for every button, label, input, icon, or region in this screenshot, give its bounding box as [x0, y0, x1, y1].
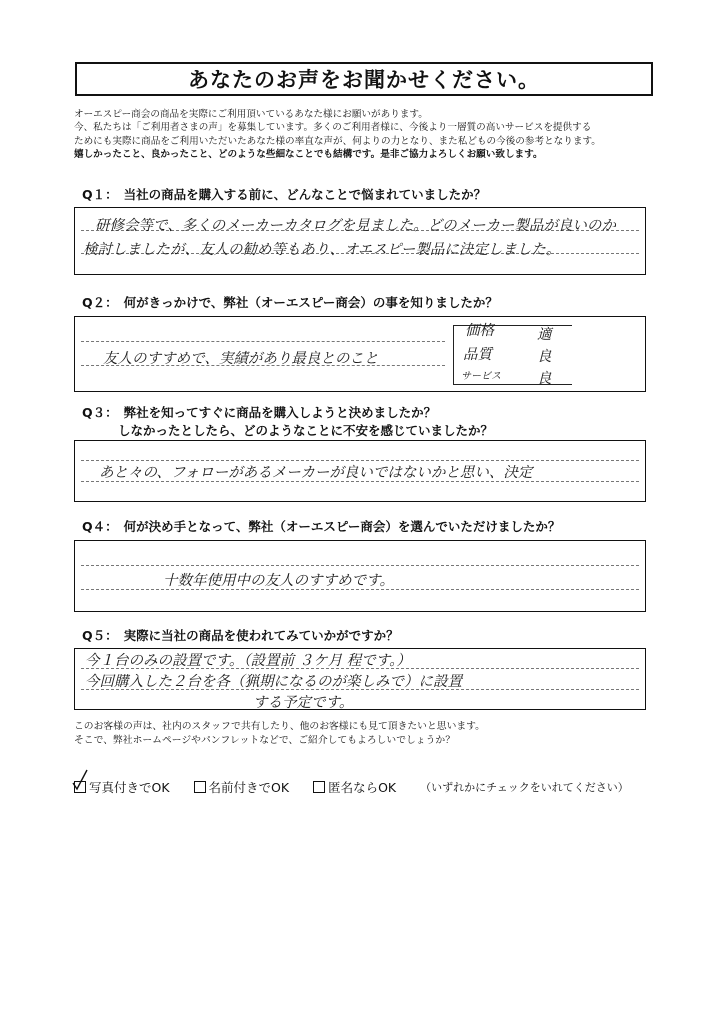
question-4 [82, 517, 560, 535]
options-note: （いずれかにチェックをいれてください） [420, 781, 629, 794]
option-label: 名前付きでOK [208, 780, 290, 795]
answer-box-5[interactable] [74, 648, 646, 710]
intro-line: オーエスピー商会の商品を実際にご利用頂いているあなた様にお願いがあります。 [74, 109, 428, 120]
side-note-label: サービス [461, 371, 501, 382]
question-number: Q４： [82, 519, 118, 534]
side-note-label: 品質 [463, 347, 492, 363]
question-2 [82, 293, 498, 311]
consent-options [74, 778, 629, 796]
consent-line: このお客様の声は、社内のスタッフで共有したり、他のお客様にも見て頂きたいと思います。 [74, 721, 485, 732]
question-text: 何がきっかけで、弊社（オーエスピー商会）の事を知りましたか？ [123, 295, 498, 310]
side-note-value: 良 [537, 371, 552, 387]
ruled-line [81, 565, 639, 566]
intro-line: ためにも実際に商品をご利用いただいたあなた様の率直な声が、何よりの力となり、また私どもの今後の参考となります。 [74, 135, 601, 147]
question-3-sub: しなかったとしたら、どのようなことに不安を感じていましたか？ [118, 423, 494, 438]
question-number: Q２： [82, 295, 118, 310]
option-photo-ok[interactable] [74, 778, 170, 796]
side-note-label: 価格 [465, 323, 494, 339]
handwritten-answer: 十数年使用中の友人のすすめです。 [163, 573, 394, 589]
side-note-value: 良 [537, 349, 552, 365]
consent-line: そこで、弊社ホームページやパンフレットなどで、ご紹介してもよろしいでしょうか？ [74, 735, 455, 746]
question-text: 当社の商品を購入する前に、どんなことで悩まれていましたか？ [123, 187, 487, 202]
checkbox[interactable] [313, 781, 325, 793]
question-text: 何が決め手となって、弊社（オーエスピー商会）を選んでいただけましたか？ [123, 519, 561, 534]
option-anonymous-ok[interactable] [313, 778, 396, 796]
checkbox[interactable] [74, 781, 86, 793]
ruled-line [81, 341, 445, 342]
question-number: Q５： [82, 628, 118, 643]
handwritten-answer: 検討しましたが、友人の勧め等もあり、オエスピー製品に決定しました。 [83, 242, 561, 258]
question-5 [82, 626, 399, 644]
intro-text [74, 108, 674, 162]
question-number: Q１： [82, 187, 118, 202]
answer-box-1[interactable] [74, 207, 646, 275]
question-1 [82, 185, 486, 203]
handwritten-answer: する予定です。 [253, 695, 354, 711]
question-text: 弊社を知ってすぐに商品を購入しようと決めましたか？ [123, 405, 437, 420]
option-label: 写真付きでOK [89, 780, 170, 795]
question-3 [82, 403, 436, 421]
handwritten-answer: 今回購入した２台を各（猟期になるのが楽しみで）に設置 [85, 674, 462, 690]
intro-line: 嬉しかったこと、良かったこと、どのような些細なことでも結構です。是非ご協力よろしくお願い致します。 [74, 149, 543, 161]
form-title: あなたのお声をお聞かせください。 [75, 62, 653, 96]
intro-line: 今、私たちは「ご利用者さまの声」を募集しています。多くのご利用者様に、今後より一層質の高いサービスを提供する [74, 122, 592, 134]
side-note-value: 適 [537, 327, 552, 343]
consent-text [74, 720, 485, 748]
handwritten-answer: 研修会等で、多くのメーカーカタログを見ました。どのメーカー製品が良いのか [95, 218, 616, 234]
answer-box-2[interactable] [74, 316, 646, 392]
handwritten-answer: 友人のすすめで、実績があり最良とのこと [103, 351, 379, 367]
handwritten-answer: あと々の、フォローがあるメーカーが良いではないかと思い、決定 [99, 465, 533, 481]
option-label: 匿名ならOK [328, 780, 397, 795]
handwritten-answer: 今１台のみの設置です。（設置前 ３ケ月 程です。） [85, 653, 411, 669]
check-mark-icon [72, 769, 88, 791]
answer-box-4[interactable] [74, 540, 646, 612]
checkbox[interactable] [194, 781, 206, 793]
option-name-ok[interactable] [194, 778, 290, 796]
question-number: Q３： [82, 405, 118, 420]
question-text: 実際に当社の商品を使われてみていかがですか？ [123, 628, 399, 643]
answer-box-3[interactable] [74, 440, 646, 502]
